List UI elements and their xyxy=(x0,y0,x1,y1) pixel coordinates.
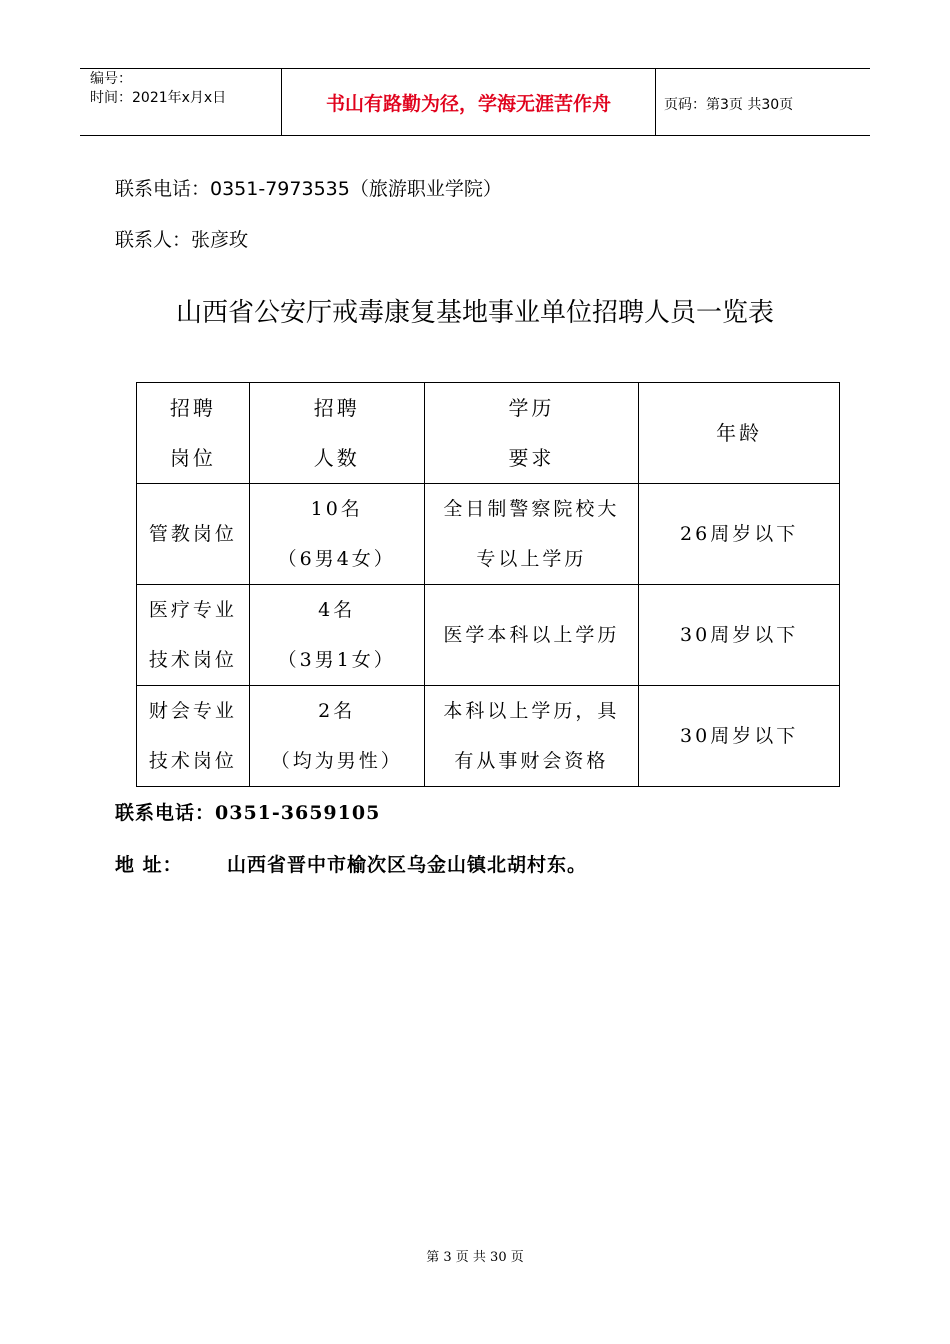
table-row xyxy=(137,484,840,585)
header-page-label: 页码：第3页 共30页 xyxy=(664,97,794,113)
recruitment-table xyxy=(136,382,840,787)
table-header-row xyxy=(137,383,840,484)
cell-age: 30周岁以下 xyxy=(639,585,840,686)
header-motto: 书山有路勤为径，学海无涯苦作舟 xyxy=(325,92,611,115)
address-label: 地 址： xyxy=(115,854,183,876)
page-title: 山西省公安厅戒毒康复基地事业单位招聘人员一览表 xyxy=(175,298,774,328)
contact-address xyxy=(115,850,587,877)
cell-position: 管教岗位 xyxy=(137,484,250,585)
cell-education: 全日制警察院校大 专以上学历 xyxy=(424,484,639,585)
table-row xyxy=(137,585,840,686)
header-meta xyxy=(90,70,226,108)
cell-education: 医学本科以上学历 xyxy=(424,585,639,686)
cell-age: 26周岁以下 xyxy=(639,484,840,585)
contact-person: 联系人：张彦玫 xyxy=(115,229,249,251)
code-label: 编号： xyxy=(90,71,132,87)
cell-age: 30周岁以下 xyxy=(639,686,840,787)
contact-phone-bottom: 联系电话：0351-3659105 xyxy=(115,802,381,824)
cell-education: 本科以上学历，具 有从事财会资格 xyxy=(424,686,639,787)
cell-position: 财会专业 技术岗位 xyxy=(137,686,250,787)
cell-count: 4名 （3男1女） xyxy=(249,585,424,686)
table-row xyxy=(137,686,840,787)
address-value: 山西省晋中市榆次区乌金山镇北胡村东。 xyxy=(227,854,588,876)
header-divider xyxy=(655,68,656,136)
cell-count: 2名 （均为男性） xyxy=(249,686,424,787)
time-label: 时间：2021年x月x日 xyxy=(90,90,227,106)
cell-count: 10名 （6男4女） xyxy=(249,484,424,585)
header-education: 学历 要求 xyxy=(424,383,639,484)
header-count: 招聘 人数 xyxy=(249,383,424,484)
header-position: 招聘 岗位 xyxy=(137,383,250,484)
contact-phone-top: 联系电话：0351-7973535（旅游职业学院） xyxy=(115,178,502,200)
header-age: 年龄 xyxy=(639,383,840,484)
cell-position: 医疗专业 技术岗位 xyxy=(137,585,250,686)
page-footer: 第 3 页 共 30 页 xyxy=(426,1250,524,1265)
